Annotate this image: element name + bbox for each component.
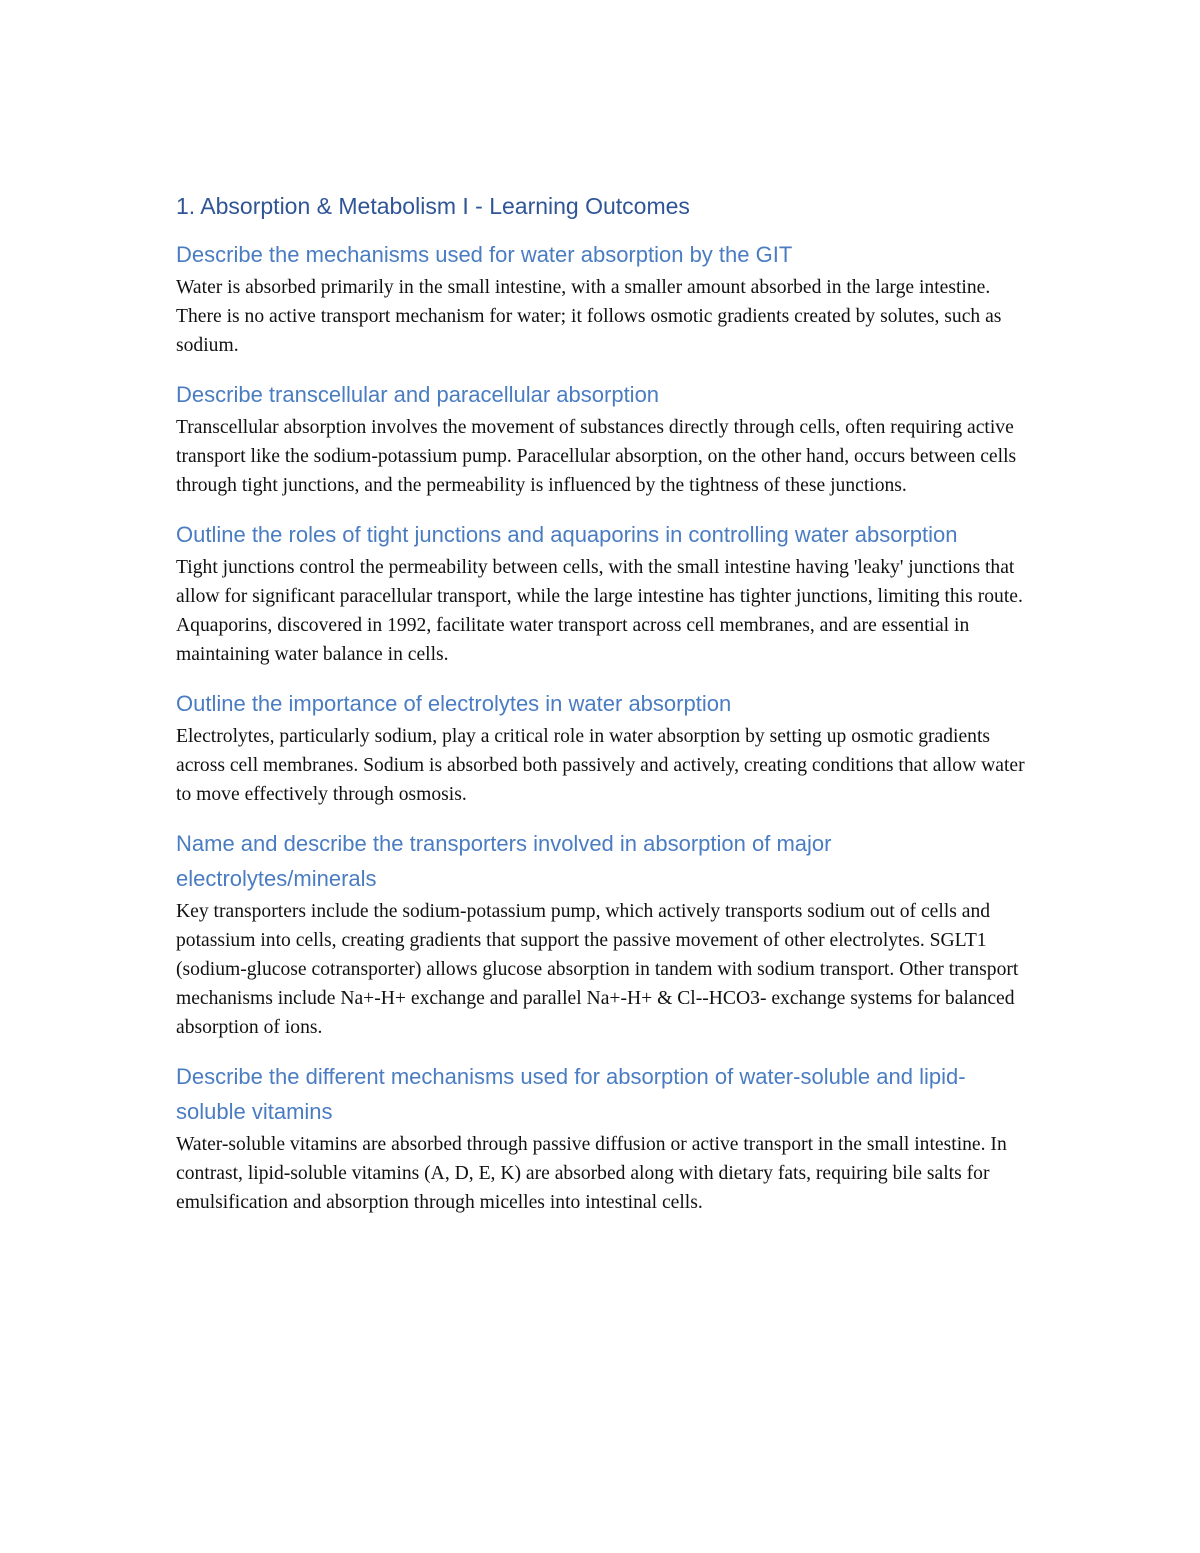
section-heading: Name and describe the transporters involved in absorption of major electrolytes/minerals bbox=[176, 831, 832, 891]
section-tight-junctions-aquaporins bbox=[176, 517, 1032, 669]
section-heading: Describe the mechanisms used for water absorption by the GIT bbox=[176, 242, 793, 267]
section-water-absorption bbox=[176, 237, 1032, 360]
section-vitamins bbox=[176, 1059, 1032, 1217]
section-heading: Describe the different mechanisms used for absorption of water-soluble and lipid-soluble vitamins bbox=[176, 1064, 966, 1124]
section-body: Transcellular absorption involves the movement of substances directly through cells, often requiring active transport like the sodium-potassium pump. Paracellular absorption, on the other hand, occurs between cells through tight junctions, and the permeability is influenced by the tightness of these junctions. bbox=[176, 417, 1017, 496]
document-title: 1. Absorption & Metabolism I - Learning Outcomes bbox=[176, 193, 690, 219]
section-electrolytes bbox=[176, 686, 1032, 809]
section-heading: Describe transcellular and paracellular absorption bbox=[176, 382, 660, 407]
section-body: Tight junctions control the permeability between cells, with the small intestine having 'leaky' junctions that allow for significant paracellular transport, while the large intestine has tighter junctions, limiting this route. Aquaporins, discovered in 1992, facilitate water transport across cell membranes, and are essential in maintaining water balance in cells. bbox=[176, 557, 1023, 665]
section-heading: Outline the importance of electrolytes in water absorption bbox=[176, 691, 732, 716]
section-transcellular-paracellular bbox=[176, 377, 1032, 500]
section-transporters bbox=[176, 826, 1032, 1042]
section-body: Water-soluble vitamins are absorbed through passive diffusion or active transport in the small intestine. In contrast, lipid-soluble vitamins (A, D, E, K) are absorbed along with dietary fats, requiring bile salts for emulsification and absorption through micelles into intestinal cells. bbox=[176, 1134, 1007, 1213]
section-body: Key transporters include the sodium-potassium pump, which actively transports sodium out of cells and potassium into cells, creating gradients that support the passive movement of other electrolytes. SGLT1 (sodium-glucose cotransporter) allows glucose absorption in tandem with sodium transport. Other transport mechanisms include Na+-H+ exchange and parallel Na+-H+ & Cl--HCO3- exchange systems for balanced absorption of ions. bbox=[176, 901, 1019, 1038]
section-heading: Outline the roles of tight junctions and aquaporins in controlling water absorption bbox=[176, 522, 958, 547]
section-body: Electrolytes, particularly sodium, play a critical role in water absorption by setting up osmotic gradients across cell membranes. Sodium is absorbed both passively and actively, creating conditions that allow water to move effectively through osmosis. bbox=[176, 726, 1025, 805]
document-page bbox=[176, 188, 1032, 1234]
section-body: Water is absorbed primarily in the small intestine, with a smaller amount absorbed in the large intestine. There is no active transport mechanism for water; it follows osmotic gradients created by solutes, such as sodium. bbox=[176, 277, 1002, 356]
